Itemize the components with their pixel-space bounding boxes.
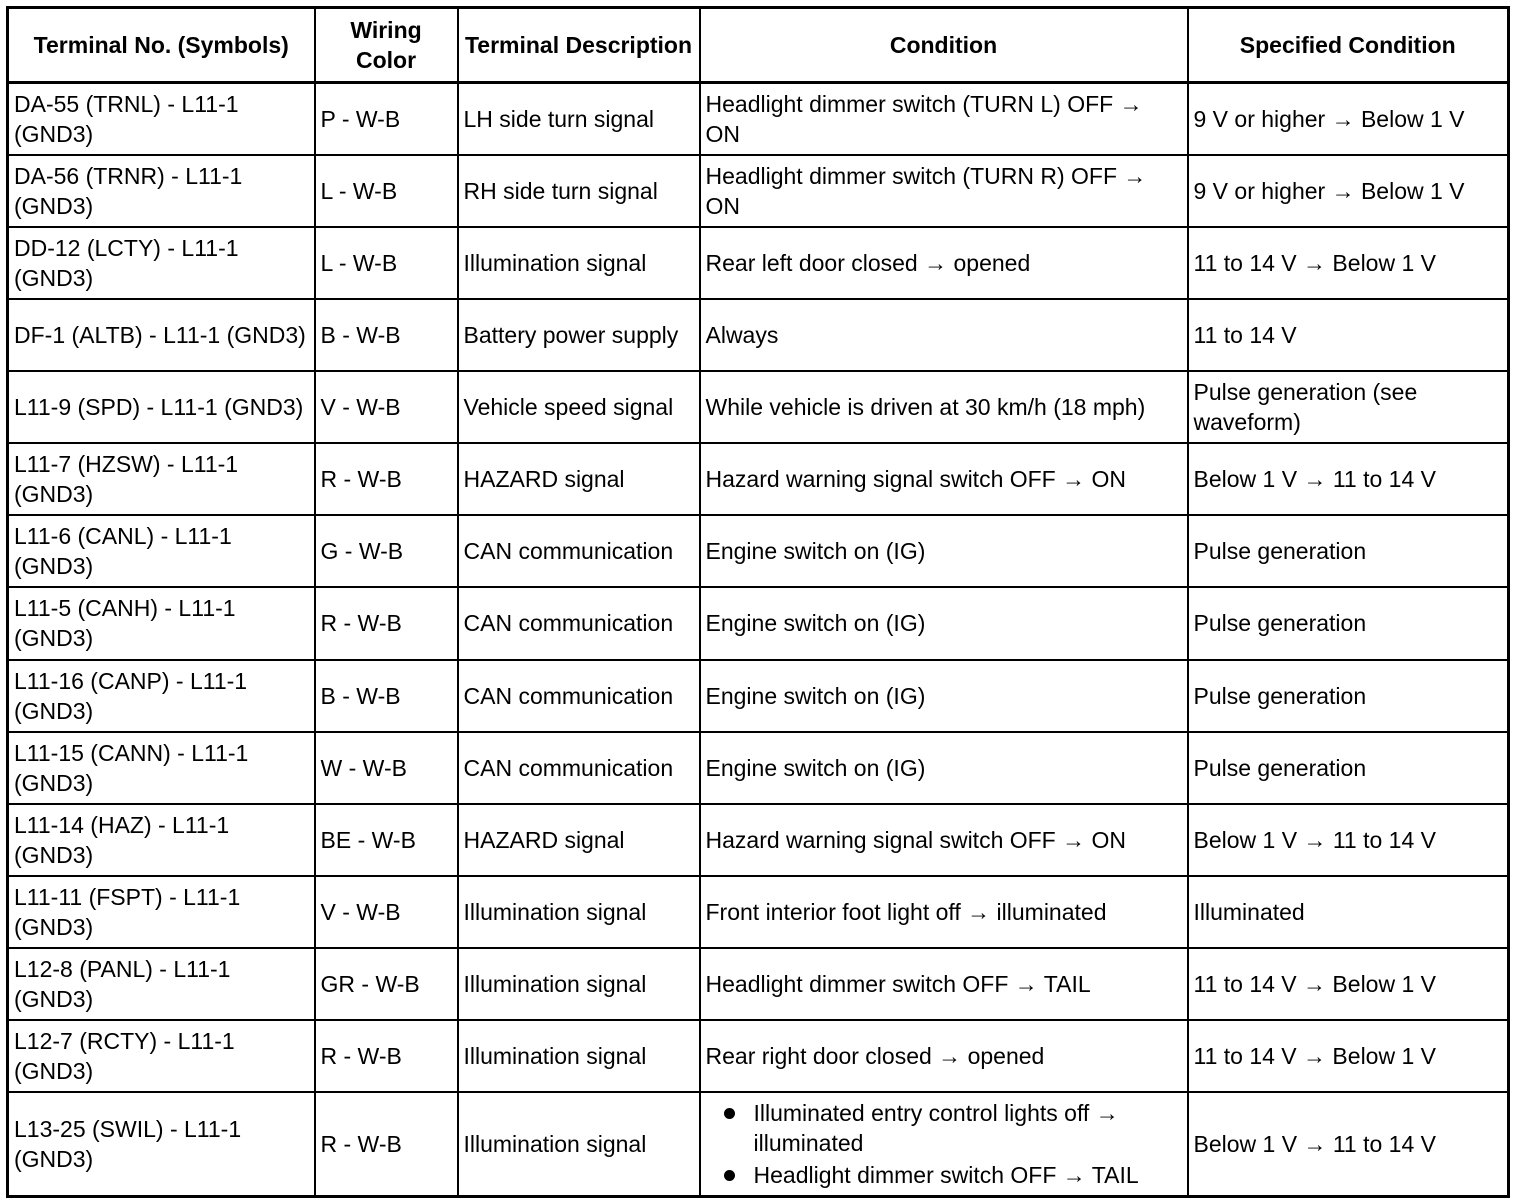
header-wiring-color: Wiring Color [315,8,458,83]
condition-bullet-item: Illuminated entry control lights off → illuminated [754,1098,1182,1158]
description-cell: CAN communication [458,587,700,659]
terminal-cell: L11-14 (HAZ) - L11-1 (GND3) [8,804,315,876]
condition-bullet-item: Headlight dimmer switch OFF → TAIL [754,1160,1182,1190]
condition-cell: Engine switch on (IG) [700,660,1188,732]
condition-cell: Front interior foot light off → illuminated [700,876,1188,948]
condition-cell [700,1092,1188,1196]
condition-cell: Headlight dimmer switch (TURN L) OFF → ON [700,83,1188,155]
description-cell: Vehicle speed signal [458,371,700,443]
terminal-cell: L12-7 (RCTY) - L11-1 (GND3) [8,1020,315,1092]
table-row [8,587,1509,659]
wiring-color-cell: R - W-B [315,1092,458,1196]
terminal-cell: L11-5 (CANH) - L11-1 (GND3) [8,587,315,659]
specified-cell: 11 to 14 V [1188,299,1509,371]
wiring-color-cell: V - W-B [315,371,458,443]
terminal-cell: DF-1 (ALTB) - L11-1 (GND3) [8,299,315,371]
wiring-color-cell: BE - W-B [315,804,458,876]
description-cell: Illumination signal [458,1020,700,1092]
table-row [8,1092,1509,1196]
specified-cell: Below 1 V → 11 to 14 V [1188,1092,1509,1196]
condition-bullet-list [706,1098,1182,1190]
specified-cell: 9 V or higher → Below 1 V [1188,83,1509,155]
condition-cell: Engine switch on (IG) [700,587,1188,659]
table-row [8,83,1509,155]
table-row [8,876,1509,948]
wiring-color-cell: R - W-B [315,587,458,659]
condition-cell: Hazard warning signal switch OFF → ON [700,804,1188,876]
wiring-color-cell: L - W-B [315,227,458,299]
specified-cell: Pulse generation [1188,587,1509,659]
header-condition: Condition [700,8,1188,83]
specified-cell: Pulse generation (see waveform) [1188,371,1509,443]
table-row [8,732,1509,804]
wiring-color-cell: P - W-B [315,83,458,155]
wiring-color-cell: G - W-B [315,515,458,587]
description-cell: CAN communication [458,732,700,804]
specified-cell: Below 1 V → 11 to 14 V [1188,443,1509,515]
description-cell: LH side turn signal [458,83,700,155]
terminal-cell: L11-6 (CANL) - L11-1 (GND3) [8,515,315,587]
condition-cell: While vehicle is driven at 30 km/h (18 mph) [700,371,1188,443]
description-cell: HAZARD signal [458,443,700,515]
terminal-cell: L13-25 (SWIL) - L11-1 (GND3) [8,1092,315,1196]
condition-cell: Always [700,299,1188,371]
table-row [8,227,1509,299]
table-row [8,660,1509,732]
terminal-cell: L11-15 (CANN) - L11-1 (GND3) [8,732,315,804]
header-terminal-description: Terminal Description [458,8,700,83]
terminal-cell: L11-16 (CANP) - L11-1 (GND3) [8,660,315,732]
specified-cell: Illuminated [1188,876,1509,948]
terminal-cell: DD-12 (LCTY) - L11-1 (GND3) [8,227,315,299]
wiring-color-cell: L - W-B [315,155,458,227]
specified-cell: 11 to 14 V → Below 1 V [1188,227,1509,299]
description-cell: Battery power supply [458,299,700,371]
table-row [8,804,1509,876]
condition-cell: Rear left door closed → opened [700,227,1188,299]
condition-cell: Engine switch on (IG) [700,515,1188,587]
table-row [8,299,1509,371]
terminal-cell: L12-8 (PANL) - L11-1 (GND3) [8,948,315,1020]
condition-cell: Rear right door closed → opened [700,1020,1188,1092]
wiring-color-cell: B - W-B [315,299,458,371]
terminal-cell: DA-56 (TRNR) - L11-1 (GND3) [8,155,315,227]
condition-cell: Headlight dimmer switch OFF → TAIL [700,948,1188,1020]
description-cell: RH side turn signal [458,155,700,227]
wiring-color-cell: B - W-B [315,660,458,732]
wiring-color-cell: R - W-B [315,443,458,515]
specified-cell: Below 1 V → 11 to 14 V [1188,804,1509,876]
wiring-color-cell: W - W-B [315,732,458,804]
table-row [8,155,1509,227]
table-row [8,443,1509,515]
specified-cell: 9 V or higher → Below 1 V [1188,155,1509,227]
terminal-table [6,6,1510,1198]
specified-cell: Pulse generation [1188,515,1509,587]
condition-cell: Hazard warning signal switch OFF → ON [700,443,1188,515]
wiring-color-cell: GR - W-B [315,948,458,1020]
description-cell: Illumination signal [458,1092,700,1196]
terminal-cell: L11-7 (HZSW) - L11-1 (GND3) [8,443,315,515]
wiring-color-cell: R - W-B [315,1020,458,1092]
description-cell: CAN communication [458,515,700,587]
condition-cell: Headlight dimmer switch (TURN R) OFF → ON [700,155,1188,227]
terminal-cell: DA-55 (TRNL) - L11-1 (GND3) [8,83,315,155]
table-row [8,515,1509,587]
description-cell: CAN communication [458,660,700,732]
description-cell: Illumination signal [458,876,700,948]
specified-cell: 11 to 14 V → Below 1 V [1188,948,1509,1020]
header-specified-condition: Specified Condition [1188,8,1509,83]
header-row [8,8,1509,83]
description-cell: Illumination signal [458,227,700,299]
terminal-cell: L11-9 (SPD) - L11-1 (GND3) [8,371,315,443]
specified-cell: 11 to 14 V → Below 1 V [1188,1020,1509,1092]
table-row [8,1020,1509,1092]
specified-cell: Pulse generation [1188,732,1509,804]
wiring-color-cell: V - W-B [315,876,458,948]
condition-cell: Engine switch on (IG) [700,732,1188,804]
specified-cell: Pulse generation [1188,660,1509,732]
table-row [8,948,1509,1020]
terminal-cell: L11-11 (FSPT) - L11-1 (GND3) [8,876,315,948]
description-cell: HAZARD signal [458,804,700,876]
header-terminal: Terminal No. (Symbols) [8,8,315,83]
description-cell: Illumination signal [458,948,700,1020]
table-row [8,371,1509,443]
